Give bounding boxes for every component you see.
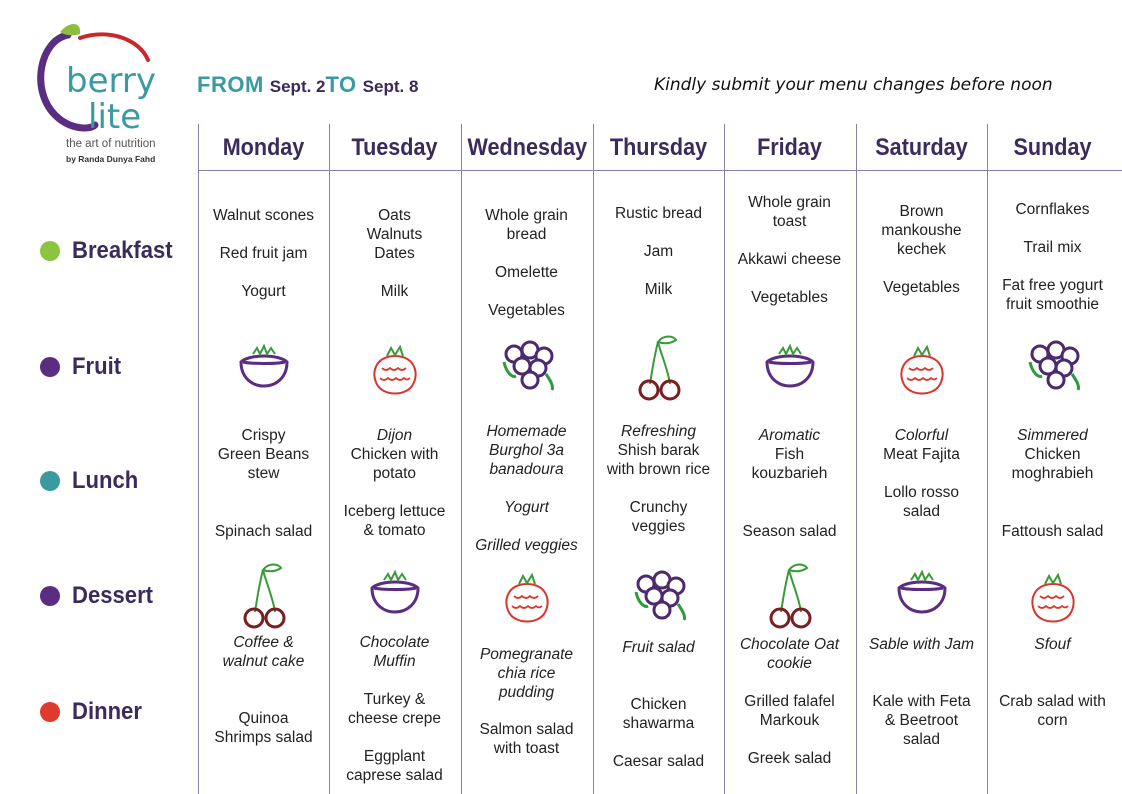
to-label: TO: [325, 72, 357, 97]
lunch-dish-line: potato: [372, 465, 417, 482]
menu-item: [198, 709, 329, 747]
lunch-side-line: Yogurt: [504, 499, 549, 516]
breakfast-cell: [329, 206, 460, 301]
menu-item: [856, 692, 987, 749]
menu-item: [198, 282, 329, 301]
menu-item: [724, 250, 855, 269]
menu-item-line: kechek: [896, 241, 947, 258]
menu-item-line: Caesar salad: [612, 753, 705, 770]
lunch-side-line: Fattoush salad: [1001, 523, 1104, 540]
menu-item-line: mankoushe: [881, 222, 962, 239]
menu-item-line: Dates: [374, 245, 415, 262]
logo-mark-icon: [30, 20, 170, 140]
menu-item-line: Whole grain: [748, 194, 831, 211]
menu-item-line: Akkawi cheese: [737, 251, 842, 268]
menu-item-line: Grilled falafel: [744, 693, 835, 710]
dessert-line: chia rice: [497, 665, 556, 682]
menu-item-line: Shrimps salad: [214, 729, 313, 746]
lunch-side-line: Lollo rosso: [884, 484, 959, 501]
raspberry-icon: [887, 334, 957, 404]
dessert-line: Pomegranate: [479, 646, 574, 663]
lunch-side-cell: [461, 498, 592, 555]
menu-item: [593, 695, 724, 733]
menu-item: [987, 522, 1118, 541]
dinner-cell: [593, 695, 724, 771]
dinner-cell: [329, 690, 460, 785]
grapes-icon: [1018, 332, 1088, 402]
lunch-dish: [461, 422, 592, 479]
meal-label-text: Fruit: [72, 353, 122, 380]
lunch-dish-line: stew: [247, 465, 280, 482]
menu-item: [329, 747, 460, 785]
meal-dot-icon: [40, 471, 60, 491]
lunch-side-line: veggies: [631, 518, 686, 535]
lunch-dish: [593, 422, 724, 479]
lunch-side-cell: [856, 483, 987, 521]
cherry-icon: [624, 332, 694, 402]
day-header-sunday: Sunday: [1013, 134, 1092, 161]
menu-item-line: Oats: [378, 207, 411, 224]
header-divider: [198, 170, 1122, 171]
meal-label-text: Dessert: [72, 582, 154, 609]
to-date: Sept. 8: [362, 77, 419, 96]
dessert-line: Muffin: [373, 653, 416, 670]
lunch-dish: [856, 426, 987, 464]
dessert-cell: [987, 635, 1118, 654]
lunch-dish-adjective: Colorful: [894, 427, 949, 444]
menu-item-line: shawarma: [622, 715, 695, 732]
lunch-main-cell: [724, 426, 855, 483]
from-label: FROM: [197, 72, 264, 97]
menu-item-line: Omelette: [495, 264, 558, 281]
lunch-dish-adjective: Simmered: [1017, 427, 1088, 444]
menu-item: [987, 238, 1118, 257]
menu-item: [856, 483, 987, 521]
dessert-line: walnut cake: [222, 653, 305, 670]
meal-dot-icon: [40, 241, 60, 261]
menu-item-line: Yogurt: [241, 283, 286, 300]
meal-label-breakfast: [40, 237, 181, 265]
dinner-cell: [987, 692, 1118, 730]
menu-item-line: corn: [1037, 712, 1068, 729]
menu-item: [593, 498, 724, 536]
menu-item: [461, 206, 592, 244]
menu-item-line: Rustic bread: [614, 205, 702, 222]
menu-item-line: Trail mix: [1023, 239, 1082, 256]
meal-label-lunch: [40, 467, 144, 495]
menu-item-line: Eggplant: [363, 748, 426, 765]
lunch-dish-adjective: Refreshing: [621, 423, 696, 440]
lunch-main-cell: [198, 426, 329, 483]
menu-item: [987, 200, 1118, 219]
meal-label-fruit: [40, 353, 125, 381]
lunch-side-line: & tomato: [363, 522, 426, 539]
menu-item-line: Quinoa: [238, 710, 289, 727]
dessert-line: Fruit salad: [622, 639, 695, 656]
cherry-icon: [229, 560, 299, 630]
menu-item: [329, 690, 460, 728]
meal-dot-icon: [40, 586, 60, 606]
lunch-dish: [198, 426, 329, 483]
meal-dot-icon: [40, 357, 60, 377]
menu-item-line: with toast: [493, 740, 560, 757]
lunch-main-cell: [856, 426, 987, 464]
lunch-dish-line: Meat Fajita: [883, 446, 960, 463]
lunch-dish: [724, 426, 855, 483]
lunch-side-cell: [987, 522, 1118, 541]
lunch-dish: [987, 426, 1118, 483]
dinner-cell: [724, 692, 855, 768]
berry-lite-logo: [30, 20, 170, 170]
menu-item: [724, 522, 855, 541]
logo-tagline: the art of nutrition: [66, 138, 156, 150]
menu-item-line: cheese crepe: [347, 710, 442, 727]
dessert-line: cookie: [767, 655, 812, 672]
menu-item-line: Chicken: [630, 696, 687, 713]
lunch-side-line: Spinach salad: [214, 523, 313, 540]
menu-item-line: salad: [902, 731, 941, 748]
cherry-icon: [755, 560, 825, 630]
dessert-cell: [724, 635, 855, 673]
menu-item-line: Milk: [380, 283, 409, 300]
menu-item-line: Jam: [643, 243, 674, 260]
dessert-cell: [856, 635, 987, 654]
menu-item: [856, 278, 987, 297]
menu-item: [593, 752, 724, 771]
breakfast-cell: [198, 206, 329, 301]
dessert-cell: [198, 633, 329, 671]
menu-item-line: Brown: [899, 203, 944, 220]
menu-item-line: Vegetables: [883, 279, 960, 296]
menu-item: [461, 263, 592, 282]
menu-item: [461, 536, 592, 555]
breakfast-cell: [461, 206, 592, 320]
lunch-side-line: salad: [902, 503, 941, 520]
breakfast-cell: [724, 193, 855, 307]
date-range: [197, 72, 418, 102]
menu-item: [329, 502, 460, 540]
dessert-line: Sable with Jam: [868, 636, 975, 653]
lunch-dish-line: Fish: [774, 446, 805, 463]
logo-wordmark-top: berry: [66, 61, 156, 101]
lunch-main-cell: [987, 426, 1118, 483]
day-header-monday: Monday: [222, 134, 305, 161]
lunch-dish-line: moghrabieh: [1011, 465, 1094, 482]
day-header-saturday: Saturday: [875, 134, 968, 161]
menu-item-line: fruit smoothie: [1005, 296, 1100, 313]
menu-item: [724, 193, 855, 231]
menu-item-line: Vegetables: [488, 302, 565, 319]
lunch-side-line: Iceberg lettuce: [343, 503, 446, 520]
dessert-cell: [329, 633, 460, 671]
dinner-cell: [856, 692, 987, 749]
plum-icon: [229, 334, 299, 404]
menu-item: [593, 204, 724, 223]
grapes-icon: [492, 332, 562, 402]
dessert-line: Coffee &: [233, 634, 294, 651]
menu-item: [856, 202, 987, 259]
breakfast-cell: [987, 200, 1118, 314]
menu-item: [198, 522, 329, 541]
menu-item-line: Kale with Feta: [872, 693, 971, 710]
lunch-dish-line: kouzbarieh: [751, 465, 828, 482]
menu-item-line: bread: [506, 226, 547, 243]
raspberry-icon: [492, 562, 562, 632]
menu-item-line: Salmon salad: [479, 721, 574, 738]
day-header-tuesday: Tuesday: [351, 134, 438, 161]
day-header-friday: Friday: [757, 134, 822, 161]
menu-item-line: Fat free yogurt: [1002, 277, 1103, 294]
menu-item-line: & Beetroot: [884, 712, 959, 729]
menu-item-line: Greek salad: [747, 750, 832, 767]
lunch-side-cell: [329, 502, 460, 540]
meal-label-text: Breakfast: [72, 237, 173, 264]
meal-label-text: Dinner: [72, 698, 142, 725]
plum-icon: [755, 334, 825, 404]
lunch-main-cell: [461, 422, 592, 479]
logo-byline: by Randa Dunya Fahd: [66, 154, 156, 164]
lunch-dish-line: Green Beans: [217, 446, 310, 463]
lunch-dish-adjective: Homemade Burghol 3a banadoura: [486, 423, 567, 478]
menu-item: [461, 720, 592, 758]
meal-label-dessert: [40, 582, 160, 610]
dessert-cell: [461, 645, 592, 702]
day-header-thursday: Thursday: [609, 134, 708, 161]
menu-item-line: Markouk: [759, 712, 820, 729]
menu-item: [329, 282, 460, 301]
lunch-main-cell: [329, 426, 460, 483]
menu-item: [987, 692, 1118, 730]
menu-item: [198, 206, 329, 225]
lunch-side-cell: [198, 522, 329, 541]
menu-item-line: Whole grain: [485, 207, 568, 224]
dessert-cell: [593, 638, 724, 657]
menu-item: [198, 244, 329, 263]
menu-item-line: Red fruit jam: [219, 245, 308, 262]
lunch-dish-adjective: Aromatic: [758, 427, 821, 444]
menu-item-line: caprese salad: [346, 767, 443, 784]
meal-dot-icon: [40, 702, 60, 722]
breakfast-cell: [593, 204, 724, 299]
meal-label-dinner: [40, 698, 148, 726]
raspberry-icon: [360, 334, 430, 404]
menu-item-line: Walnut scones: [212, 207, 315, 224]
menu-item-line: Walnuts: [366, 226, 423, 243]
menu-item: [724, 692, 855, 730]
lunch-side-line: Season salad: [742, 523, 837, 540]
submission-note: Kindly submit your menu changes before noon: [654, 75, 1053, 95]
day-header-wednesday: Wednesday: [467, 134, 588, 161]
menu-item: [724, 288, 855, 307]
plum-icon: [887, 560, 957, 630]
dinner-cell: [198, 709, 329, 747]
menu-item: [593, 280, 724, 299]
menu-item-line: Vegetables: [751, 289, 828, 306]
grapes-icon: [624, 562, 694, 632]
lunch-side-line: Crunchy: [629, 499, 688, 516]
lunch-dish-line: with brown rice: [606, 461, 711, 478]
dessert-line: Chocolate Oat: [739, 636, 840, 653]
lunch-side-cell: [593, 498, 724, 536]
menu-item-line: Milk: [644, 281, 673, 298]
lunch-dish-line: Crispy: [241, 427, 286, 444]
menu-item: [987, 276, 1118, 314]
from-date: Sept. 2: [269, 77, 326, 96]
logo-wordmark-bottom: lite: [88, 97, 142, 137]
menu-item-line: Crab salad with: [999, 693, 1106, 710]
dessert-line: Sfouf: [1034, 636, 1071, 653]
breakfast-cell: [856, 202, 987, 297]
dinner-cell: [461, 720, 592, 758]
menu-item-line: toast: [772, 213, 807, 230]
menu-item: [461, 301, 592, 320]
menu-item: [593, 242, 724, 261]
menu-item: [724, 749, 855, 768]
lunch-dish-line: Chicken with: [350, 446, 439, 463]
plum-icon: [360, 560, 430, 630]
lunch-side-cell: [724, 522, 855, 541]
lunch-side-line: Grilled veggies: [475, 537, 578, 554]
menu-item-line: Cornflakes: [1015, 201, 1090, 218]
lunch-dish-adjective: Dijon: [376, 427, 413, 444]
menu-item: [461, 498, 592, 517]
menu-item-line: Turkey &: [363, 691, 426, 708]
menu-item: [329, 206, 460, 263]
dessert-line: Chocolate: [359, 634, 430, 651]
lunch-dish-line: Chicken: [1024, 446, 1081, 463]
lunch-main-cell: [593, 422, 724, 479]
meal-label-text: Lunch: [72, 467, 139, 494]
lunch-dish: [329, 426, 460, 483]
dessert-line: pudding: [498, 684, 555, 701]
raspberry-icon: [1018, 562, 1088, 632]
lunch-dish-line: Shish barak: [617, 442, 700, 459]
